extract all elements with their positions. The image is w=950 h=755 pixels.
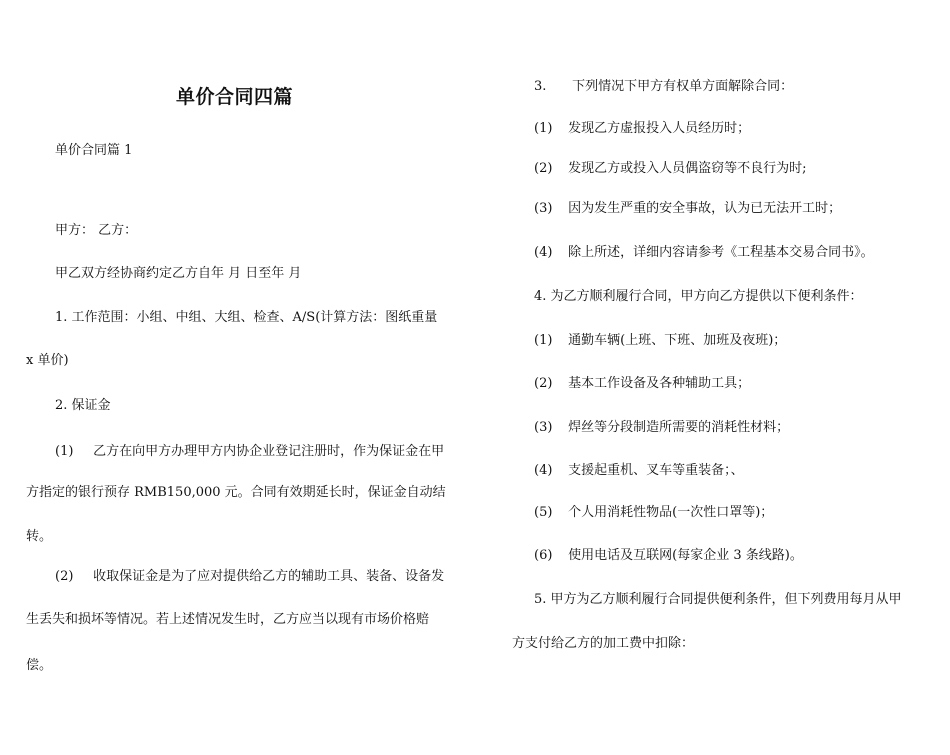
item3-sub-3-number: (3) [534,201,553,216]
paragraph-2-line1: 收取保证金是为了应对提供给乙方的辅助工具、装备、设备发 [93,569,445,584]
item3-sub-2 [534,160,807,178]
item3-sub-4 [534,244,874,262]
agreement-line: 甲乙双方经协商约定乙方自年 月 日至年 月 [55,266,302,281]
item4-sub-6-text: 使用电话及互联网(每家企业 3 条线路)。 [568,548,803,563]
item4-sub-4-text: 支援起重机、叉车等重装备；、 [568,463,744,478]
item4-sub-3-text: 焊丝等分段制造所需要的消耗性材料； [568,420,790,435]
item5-line1: 5. 甲方为乙方顺利履行合同提供便利条件，但下列费用每月从甲 [534,592,902,607]
item1-line1: 1. 工作范围：小组、中组、大组、检查、A/S(计算方法：图纸重量 [55,310,438,325]
party-line: 甲方： 乙方： [55,223,138,238]
item3-sub-4-text: 除上所述，详细内容请参考《工程基本交易合同书》。 [568,245,874,260]
item1-line2: x 单价) [26,353,69,368]
item3-sub-3-text: 因为发生严重的安全事故，认为已无法开工时； [568,201,842,216]
item3-text: 下列情况下甲方有权单方面解除合同： [572,79,794,94]
item4-sub-4-number: (4) [534,463,553,478]
paragraph-1-number: (1) [55,444,74,459]
item3-sub-3 [534,200,841,218]
item4-sub-5-number: (5) [534,505,553,520]
item4-sub-6 [534,547,803,565]
paragraph-1-line1: 乙方在向甲方办理甲方内协企业登记注册时，作为保证金在甲 [93,444,445,459]
paragraph-1-line2: 方指定的银行预存 RMB150,000 元。合同有效期延长时，保证金自动结 [26,485,446,500]
item3-sub-1 [534,120,750,138]
document-title: 单价合同四篇 [176,86,294,108]
item4-sub-4 [534,462,744,480]
paragraph-2-first-line [55,568,444,586]
item3-sub-2-number: (2) [534,161,553,176]
section-heading: 单价合同篇 1 [55,143,133,158]
item3-sub-1-text: 发现乙方虚报投入人员经历时； [568,121,751,136]
item4-sub-1-number: (1) [534,333,553,348]
item4-sub-3-number: (3) [534,420,553,435]
item4-sub-1 [534,332,786,350]
item4-sub-1-text: 通勤车辆(上班、下班、加班及夜班)； [568,333,787,348]
item4-sub-5-text: 个人用消耗性物品(一次性口罩等)； [568,505,774,520]
paragraph-2-line3: 偿。 [26,658,53,673]
paragraph-1-first-line [55,443,444,461]
item4-sub-5 [534,504,773,522]
item5-line2: 方支付给乙方的加工费中扣除： [512,636,695,651]
item4-sub-3 [534,419,789,437]
item3-sub-1-number: (1) [534,121,553,136]
item3-number: 3. [534,79,547,94]
item3-sub-4-number: (4) [534,245,553,260]
paragraph-1-line3: 转。 [26,529,53,544]
item4-sub-6-number: (6) [534,548,553,563]
item3-heading [534,78,793,96]
item4-sub-2-number: (2) [534,376,553,391]
paragraph-2-number: (2) [55,569,74,584]
paragraph-2-line2: 生丢失和损坏等情况。若上述情况发生时，乙方应当以现有市场价格赔 [26,612,430,627]
item4-sub-2-text: 基本工作设备及各种辅助工具； [568,376,751,391]
item2-heading: 2. 保证金 [55,398,111,413]
item4-sub-2 [534,375,750,393]
item3-sub-2-text: 发现乙方或投入人员偶盗窃等不良行为时; [568,161,807,176]
item4-heading: 4. 为乙方顺利履行合同，甲方向乙方提供以下便利条件： [534,289,863,304]
